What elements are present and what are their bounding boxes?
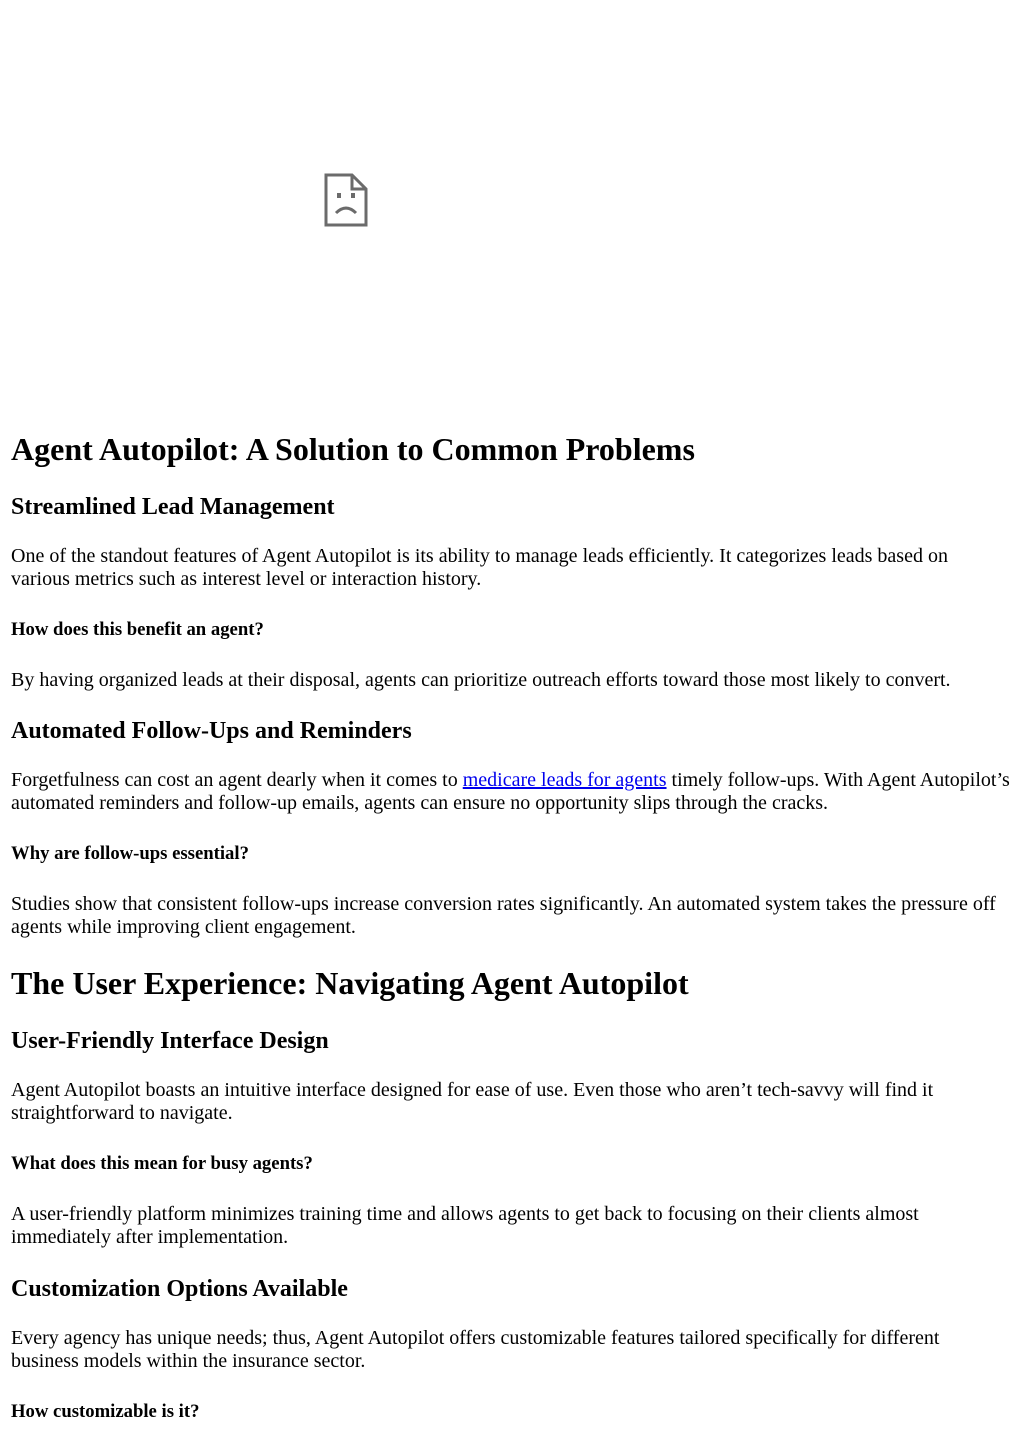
paragraph — [11, 769, 1011, 815]
paragraph: Every agency has unique needs; thus, Agent Autopilot offers customizable features tailored specifically for different business models within the insurance sector. — [11, 1327, 940, 1372]
section-title: Agent Autopilot: A Solution to Common Problems — [11, 431, 695, 467]
broken-image-icon — [324, 173, 368, 227]
question-heading: How customizable is it? — [11, 1401, 200, 1422]
question-heading: Why are follow-ups essential? — [11, 843, 249, 864]
subsection-heading: Automated Follow-Ups and Reminders — [11, 718, 412, 744]
subsection-heading: Customization Options Available — [11, 1276, 348, 1302]
medicare-leads-link[interactable]: medicare leads for agents — [462, 769, 667, 791]
paragraph: Agent Autopilot boasts an intuitive interface designed for ease of use. Even those who aren’t tech-savvy will find it straightforward to navigate. — [11, 1079, 934, 1124]
paragraph: By having organized leads at their disposal, agents can prioritize outreach efforts toward those most likely to convert. — [11, 669, 951, 691]
paragraph-text: Forgetfulness can cost an agent dearly when it comes to — [11, 769, 463, 791]
subsection-heading: User-Friendly Interface Design — [11, 1028, 329, 1054]
section-title: The User Experience: Navigating Agent Autopilot — [11, 965, 689, 1001]
question-heading: What does this mean for busy agents? — [11, 1153, 313, 1174]
paragraph: Studies show that consistent follow-ups increase conversion rates significantly. An automated system takes the pressure off agents while improving client engagement. — [11, 893, 996, 938]
question-heading: How does this benefit an agent? — [11, 619, 264, 640]
subsection-heading: Streamlined Lead Management — [11, 494, 335, 520]
paragraph-text: timely follow-ups. With Agent Autopilot’s automated reminders and follow-up emails, agents can ensure no opportunity slips through the cracks. — [11, 769, 1010, 814]
paragraph: One of the standout features of Agent Autopilot is its ability to manage leads efficiently. It categorizes leads based on various metrics such as interest level or interaction history. — [11, 545, 948, 590]
paragraph: A user-friendly platform minimizes training time and allows agents to get back to focusing on their clients almost immediately after implementation. — [11, 1203, 919, 1248]
